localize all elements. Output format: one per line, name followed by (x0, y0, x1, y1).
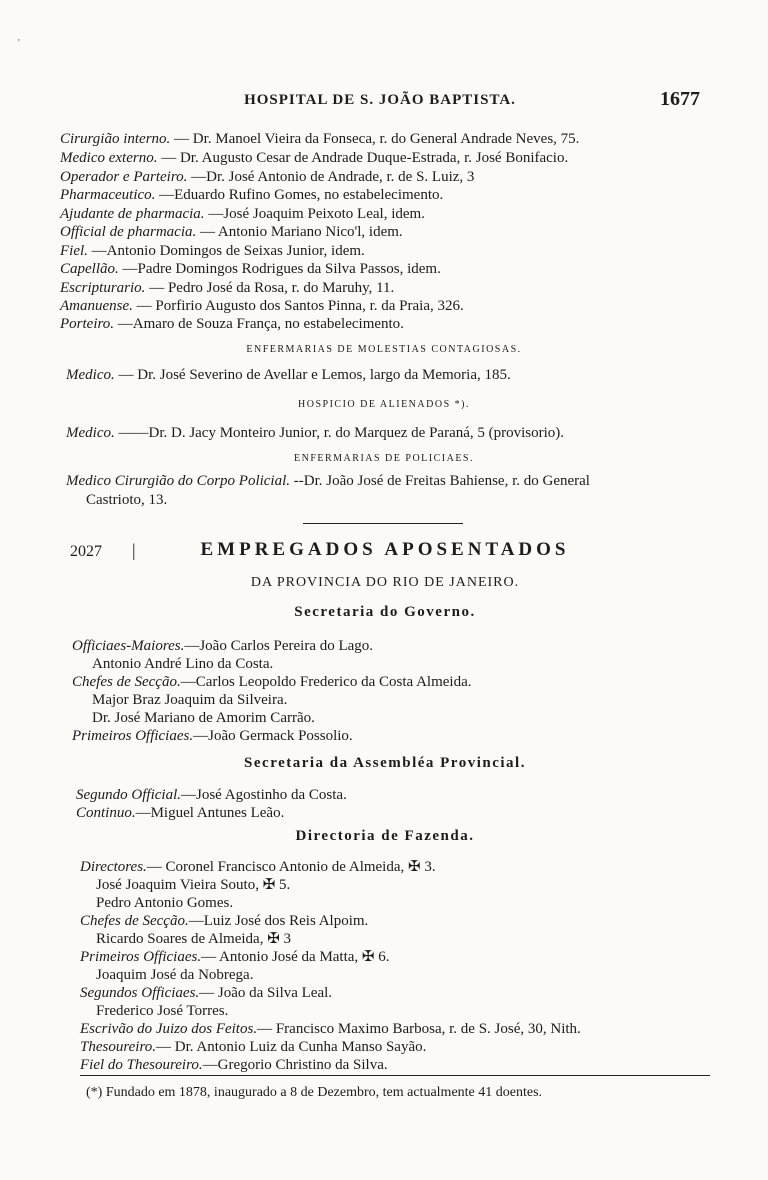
staff-line (66, 366, 511, 384)
roster-line (92, 655, 273, 673)
roster-text: Joaquim José da Nobrega. (96, 967, 254, 983)
roster-line (92, 691, 287, 709)
roster-role: Continuo. (76, 805, 136, 821)
section-number-bracket: | (132, 540, 136, 560)
roster-line (96, 930, 291, 948)
section-heading: ENFERMARIAS DE MOLESTIAS CONTAGIOSAS. (246, 344, 522, 355)
roster-text: Ricardo Soares de Almeida, ✠ 3 (96, 931, 292, 947)
roster-role: Segundos Officiaes. (80, 985, 200, 1001)
staff-text: —Padre Domingos Rodrigues da Silva Passos, idem. (122, 261, 441, 277)
roster-text: —José Agostinho da Costa. (181, 787, 347, 803)
staff-line (66, 424, 564, 442)
roster-role: Chefes de Secção. (80, 913, 189, 929)
staff-role: Medico Cirurgião do Corpo Policial. (66, 473, 291, 489)
roster-line (96, 1002, 228, 1020)
staff-line (60, 168, 474, 186)
roster-text: —Gregorio Christino da Silva. (202, 1057, 388, 1073)
staff-text: —Amaro de Souza França, no estabelecimento. (117, 316, 404, 332)
roster-text: —João Germack Possolio. (193, 728, 353, 744)
section-subtitle: DA PROVINCIA DO RIO DE JANEIRO. (250, 575, 520, 590)
roster-role: Directores. (80, 859, 147, 875)
staff-text: ——Dr. D. Jacy Monteiro Junior, r. do Marquez de Paraná, 5 (provisorio). (118, 425, 565, 441)
subsection-heading: Secretaria do Governo. (294, 604, 476, 620)
roster-text: Frederico José Torres. (96, 1003, 229, 1019)
staff-role: Fiel. (60, 243, 88, 259)
page-header (60, 88, 700, 116)
roster-line (72, 673, 472, 691)
roster-text: Pedro Antonio Gomes. (96, 895, 234, 911)
roster-line (96, 966, 253, 984)
section-number: 2027 (70, 543, 102, 560)
section-heading: ENFERMARIAS DE POLICIAES. (293, 453, 474, 464)
roster-line (80, 912, 368, 930)
staff-line (60, 315, 404, 333)
staff-text: —Dr. José Antonio de Andrade, r. de S. Luiz, 3 (191, 169, 475, 185)
subsection-heading: Secretaria da Assembléa Provincial. (244, 755, 526, 771)
roster-line (80, 1056, 388, 1074)
roster-text: —Miguel Antunes Leão. (135, 805, 285, 821)
staff-role: Medico externo. (60, 150, 158, 166)
roster-line (96, 894, 233, 912)
staff-text: — Antonio Mariano Nico'l, idem. (199, 224, 403, 240)
staff-line (60, 260, 441, 278)
staff-line (60, 149, 568, 167)
roster-line (76, 804, 284, 822)
roster-role: Segundo Official. (76, 787, 181, 803)
roster-text: — Antonio José da Matta, ✠ 6. (201, 949, 390, 965)
staff-text: — Pedro José da Rosa, r. do Maruhy, 11. (149, 280, 395, 296)
page-number: 1677 (660, 88, 700, 110)
roster-text: —Luiz José dos Reis Alpoim. (188, 913, 369, 929)
roster-text: —Carlos Leopoldo Frederico da Costa Almeida. (180, 674, 472, 690)
roster-line (92, 709, 315, 727)
staff-text: — Porfirio Augusto dos Santos Pinna, r. da Praia, 326. (136, 298, 464, 314)
page-title: HOSPITAL DE S. JOÃO BAPTISTA. (244, 92, 516, 108)
staff-line (60, 223, 403, 241)
roster-line (80, 984, 332, 1002)
roster-text: José Joaquim Vieira Souto, ✠ 5. (96, 877, 291, 893)
staff-role: Cirurgião interno. (60, 131, 171, 147)
staff-line (60, 130, 579, 148)
roster-line (80, 858, 436, 876)
roster-text: Major Braz Joaquim da Silveira. (92, 692, 288, 708)
divider (303, 523, 463, 524)
staff-line (60, 242, 365, 260)
staff-text: —José Joaquim Peixoto Leal, idem. (208, 206, 425, 222)
roster-line (80, 1020, 581, 1038)
roster-text: — Dr. Antonio Luiz da Cunha Manso Sayão. (155, 1039, 427, 1055)
staff-line (60, 297, 464, 315)
footnote: (*) Fundado em 1878, inaugurado a 8 de Dezembro, tem actualmente 41 doentes. (86, 1085, 543, 1100)
staff-text: --Dr. João José de Freitas Bahiense, r. do General (293, 473, 590, 489)
footnote-rule (80, 1075, 710, 1076)
roster-text: — Francisco Maximo Barbosa, r. de S. José, 30, Nith. (257, 1021, 581, 1037)
roster-text: Antonio André Lino da Costa. (92, 656, 274, 672)
staff-line (66, 472, 590, 490)
staff-role: Operador e Parteiro. (60, 169, 188, 185)
roster-line (72, 727, 353, 745)
staff-text: — Dr. Augusto Cesar de Andrade Duque-Estrada, r. José Bonifacio. (161, 150, 569, 166)
staff-role: Official de pharmacia. (60, 224, 197, 240)
roster-role: Fiel do Thesoureiro. (80, 1057, 203, 1073)
staff-text: — Dr. Manoel Vieira da Fonseca, r. do General Andrade Neves, 75. (174, 131, 580, 147)
staff-line-continuation: Castrioto, 13. (86, 492, 168, 508)
staff-role: Medico. (66, 425, 115, 441)
roster-role: Chefes de Secção. (72, 674, 181, 690)
staff-text: —Antonio Domingos de Seixas Junior, idem. (91, 243, 365, 259)
section-heading: HOSPICIO DE ALIENADOS *). (298, 399, 470, 410)
roster-role: Escrivão do Juizo dos Feitos. (80, 1021, 258, 1037)
roster-line (76, 786, 347, 804)
roster-text: —João Carlos Pereira do Lago. (184, 638, 374, 654)
staff-role: Amanuense. (60, 298, 133, 314)
staff-text: —Eduardo Rufino Gomes, no estabelecimento. (159, 187, 444, 203)
staff-role: Medico. (66, 367, 115, 383)
staff-line (60, 186, 443, 204)
roster-line (96, 876, 290, 894)
staff-line (60, 205, 425, 223)
staff-line (60, 279, 394, 297)
staff-role: Ajudante de pharmacia. (60, 206, 205, 222)
roster-line (72, 637, 373, 655)
staff-role: Capellão. (60, 261, 119, 277)
roster-line (80, 1038, 426, 1056)
staff-role: Escripturario. (60, 280, 146, 296)
roster-role: Thesoureiro. (80, 1039, 156, 1055)
subsection-heading: Directoria de Fazenda. (295, 828, 475, 844)
staff-role: Pharmaceutico. (60, 187, 156, 203)
roster-text: — Coronel Francisco Antonio de Almeida, ✠ 3. (146, 859, 436, 875)
staff-role: Porteiro. (60, 316, 115, 332)
roster-role: Officiaes-Maiores. (72, 638, 185, 654)
roster-role: Primeiros Officiaes. (80, 949, 202, 965)
roster-line (80, 948, 390, 966)
staff-text: — Dr. José Severino de Avellar e Lemos, largo da Memoria, 185. (118, 367, 511, 383)
margin-mark: ' (18, 38, 20, 49)
roster-text: Dr. José Mariano de Amorim Carrão. (92, 710, 315, 726)
section-title: EMPREGADOS APOSENTADOS (200, 539, 570, 560)
roster-text: — João da Silva Leal. (199, 985, 333, 1001)
roster-role: Primeiros Officiaes. (72, 728, 194, 744)
